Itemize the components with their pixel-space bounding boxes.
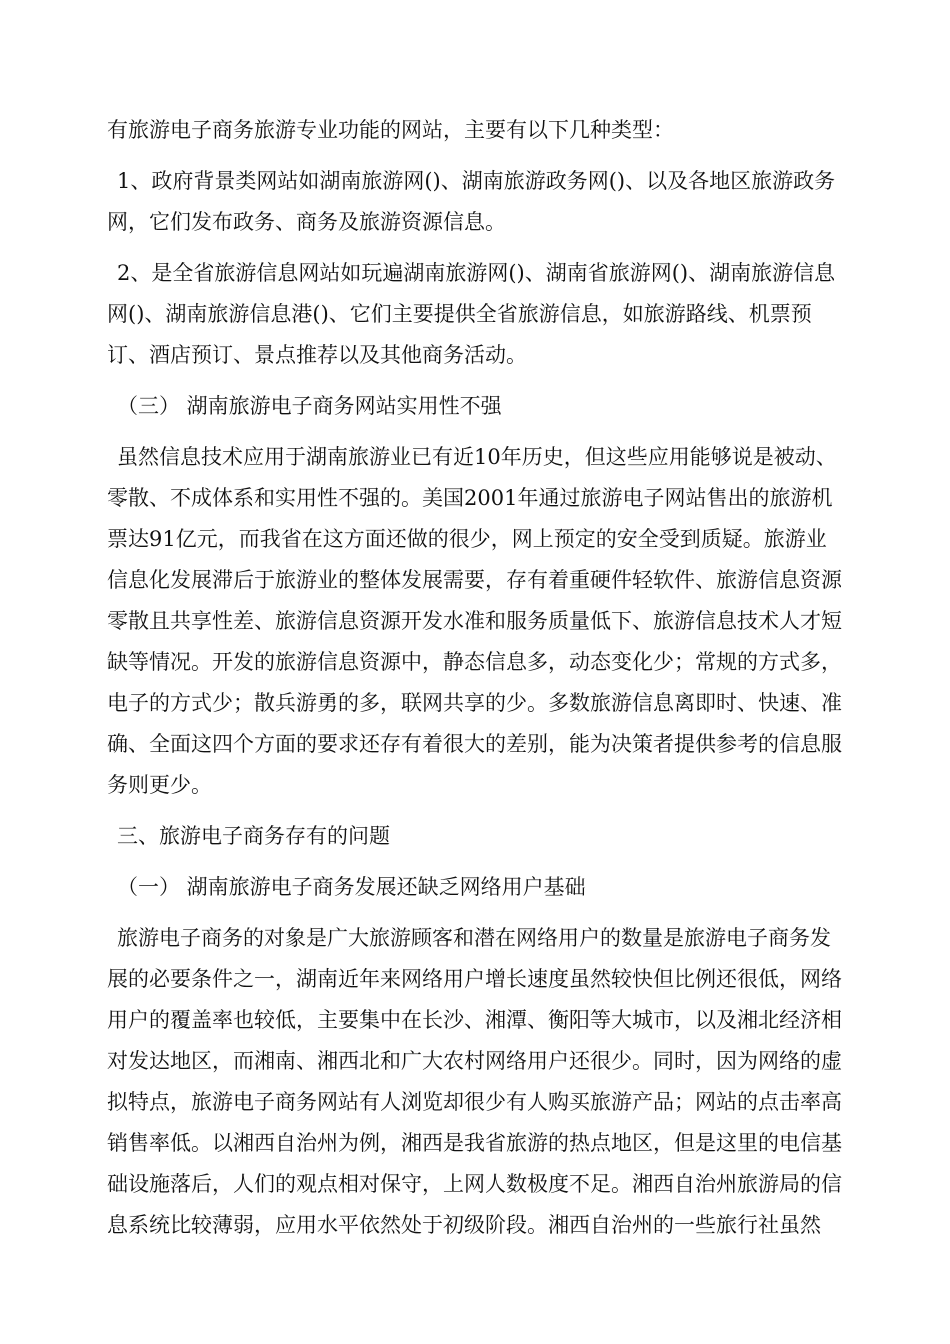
paragraph-intro: 有旅游电子商务旅游专业功能的网站，主要有以下几种类型： (107, 118, 674, 142)
section-heading-1: （一） 湖南旅游电子商务发展还缺乏网络用户基础 (117, 875, 586, 899)
paragraph-type-1: 1、政府背景类网站如湖南旅游网()、湖南旅游政务网()、以及各地区旅游政务网，它们发布政务、商务及旅游资源信息。 (107, 169, 836, 234)
paragraph-type-2: 2、是全省旅游信息网站如玩遍湖南旅游网()、湖南省旅游网()、湖南旅游信息网()、湖南旅游信息港()、它们主要提供全省旅游信息，如旅游路线、机票预订、酒店预订、景点推荐以及其他商务活动。 (107, 261, 836, 367)
section-heading-3: （三） 湖南旅游电子商务网站实用性不强 (117, 394, 502, 418)
paragraph-practicality: 虽然信息技术应用于湖南旅游业已有近10年历史，但这些应用能够说是被动、零散、不成体系和实用性不强的。美国2001年通过旅游电子网站售出的旅游机票达91亿元，而我省在这方面还做的很少，网上预定的安全受到质疑。旅游业信息化发展滞后于旅游业的整体发展需要，存有着重硬件轻软件、旅游信息资源零散且共享性差、旅游信息资源开发水准和服务质量低下、旅游信息技术人才短缺等情况。开发的旅游信息资源中，静态信息多，动态变化少；常规的方式多，电子的方式少；散兵游勇的多，联网共享的少。多数旅游信息离即时、快速、准确、全面这四个方面的要求还存有着很大的差别，能为决策者提供参考的信息服务则更少。 (107, 445, 842, 797)
chapter-heading-problems: 三、旅游电子商务存有的问题 (117, 824, 390, 848)
document-body (107, 110, 843, 1256)
paragraph-user-base: 旅游电子商务的对象是广大旅游顾客和潜在网络用户的数量是旅游电子商务发展的必要条件之一，湖南近年来网络用户增长速度虽然较快但比例还很低，网络用户的覆盖率也较低，主要集中在长沙、湘潭、衡阳等大城市，以及湘北经济相对发达地区，而湘南、湘西北和广大农村网络用户还很少。同时，因为网络的虚拟特点，旅游电子商务网站有人浏览却很少有人购买旅游产品；网站的点击率高销售率低。以湘西自治州为例，湘西是我省旅游的热点地区，但是这里的电信基础设施落后，人们的观点相对保守，上网人数极度不足。湘西自治州旅游局的信息系统比较薄弱，应用水平依然处于初级阶段。湘西自治州的一些旅行社虽然 (107, 926, 842, 1237)
